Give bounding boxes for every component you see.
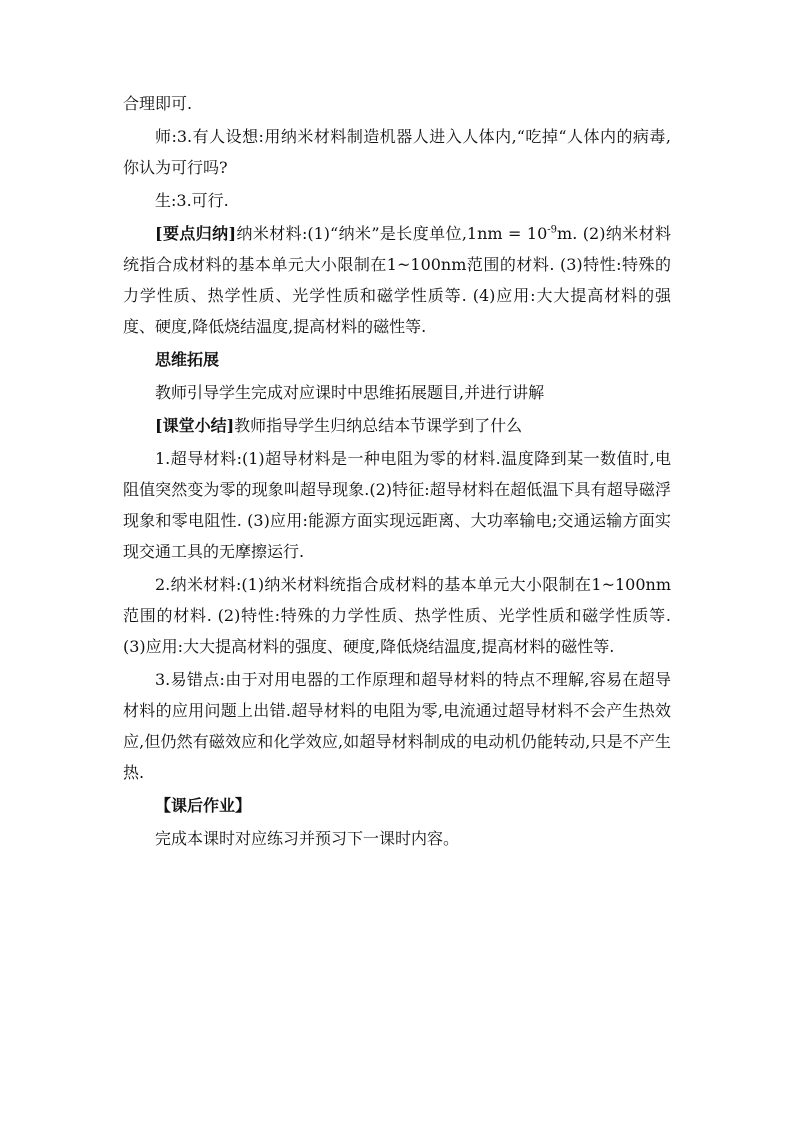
- heading-thinking-extension: 思维拓展: [155, 350, 220, 369]
- document-body: [123, 88, 671, 856]
- class-summary-text: 教师指导学生归纳总结本节课学到了什么: [234, 416, 523, 435]
- key-points-text-a: 纳米材料:(1)“纳米”是长度单位,1nm = 10: [236, 224, 548, 243]
- paragraph-homework: 完成本课时对应练习并预习下一课时内容。: [155, 829, 460, 848]
- paragraph-thinking-extension: 教师引导学生完成对应课时中思维拓展题目,并进行讲解: [155, 383, 545, 402]
- key-points-text-b: m. (2)纳米材料统指合成材料的基本单元大小限制在1~100nm范围的材料. (3)特性:特殊的力学性质、热学性质、光学性质和磁学性质等. (4)应用:大大提高材料的强度、硬度,降低烧结温度,提高材料的磁性等.: [123, 224, 671, 336]
- paragraph-teacher-question: 师:3.有人设想:用纳米材料制造机器人进入人体内,“吃掉“人体内的病毒,你认为可行吗?: [123, 127, 671, 177]
- key-points-exponent: -9: [547, 224, 558, 236]
- paragraph-continuation: 合理即可.: [123, 94, 193, 113]
- paragraph-common-mistakes: 3.易错点:由于对用电器的工作原理和超导材料的特点不理解,容易在超导材料的应用问题上出错.超导材料的电阻为零,电流通过超导材料不会产生热效应,但仍然有磁效应和化学效应,如超导材料制成的电动机仍能转动,只是不产生热.: [123, 670, 671, 782]
- class-summary-tag: [课堂小结]: [155, 416, 235, 435]
- paragraph-student-answer: 生:3.可行.: [155, 191, 229, 210]
- paragraph-nanomaterial: 2.纳米材料:(1)纳米材料统指合成材料的基本单元大小限制在1~100nm范围的材料. (2)特性:特殊的力学性质、热学性质、光学性质和磁学性质等. (3)应用:大大提高材料的强度、硬度,降低烧结温度,提高材料的磁性等.: [123, 575, 671, 656]
- heading-homework: 【课后作业】: [155, 796, 252, 815]
- paragraph-key-points: [123, 218, 671, 342]
- paragraph-class-summary: [123, 410, 671, 441]
- key-points-tag: [要点归纳]: [155, 224, 237, 243]
- paragraph-superconductor: 1.超导材料:(1)超导材料是一种电阻为零的材料.温度降到某一数值时,电阻值突然变为零的现象叫超导现象.(2)特征:超导材料在超低温下具有超导磁浮现象和零电阻性. (3)应用:能源方面实现远距离、大功率输电;交通运输方面实现交通工具的无摩擦运行.: [123, 449, 671, 561]
